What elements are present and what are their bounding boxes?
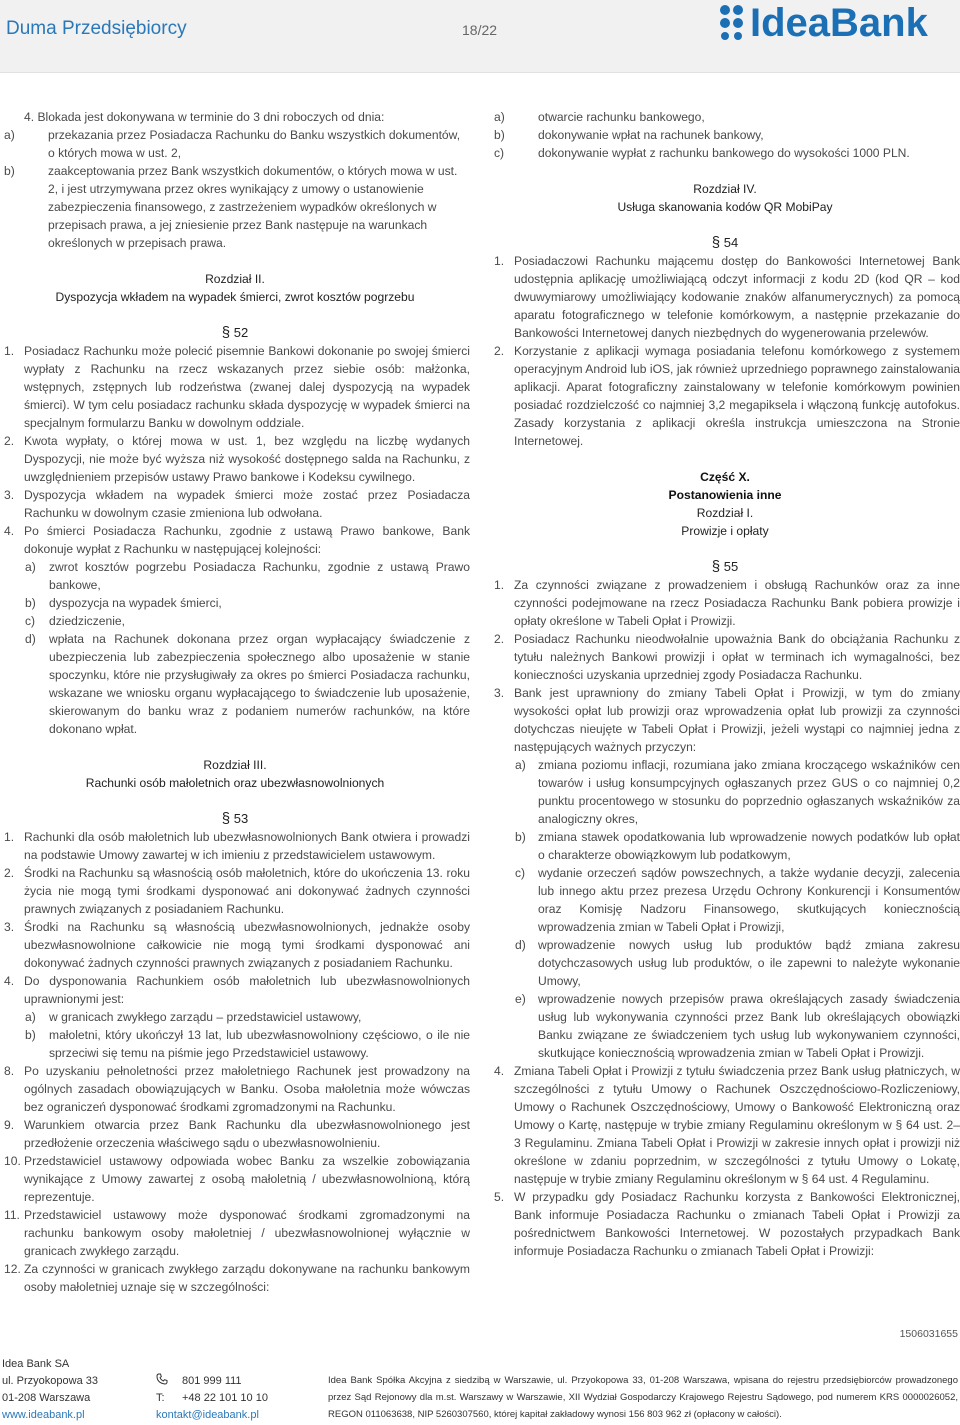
list-item: 5. W przypadku gdy Posiadacz Rachunku korzysta z Bankowości Elektronicznej, Bank informuje Posiadacza Rachunku o zmianach Tabeli Opłat i Prowizji za pośrednictwem Bankowości Internetowej. W pozostałych przypadkach Bank informuje Posiadacza Rachunku o zmianach Tabeli Opłat i Prowizji: [494, 1190, 960, 1258]
chapter-title: Rozdział II. [205, 272, 265, 286]
right-column [490, 108, 960, 1260]
logo-text: IdeaBank [750, 2, 928, 40]
list-item: 4. Zmiana Tabeli Opłat i Prowizji z tytułu świadczenia przez Bank usług płatniczych, w szczególności z tytułu Umowy o Rachunek Oszczędnościowo-Rozliczeniowy, Umowy o Rachunek Oszczędnościowy, Umowy o Bankowość Elektroniczną oraz Umowy o Kartę, następuje w trybie zmiany Regulaminu określonym w § 64 ust. 2–3 Regulaminu. Zmiana Tabeli Opłat i Prowizji w zakresie innych opłat i prowizji niż określone w zdaniu poprzednim, w szczególności z tytułu Umowy o Lokatę, następuje w trybie zmiany Regulaminu określonym w § 64 ust. 4 Regulaminu. [494, 1064, 960, 1186]
list-item: a) otwarcie rachunku bankowego, [494, 110, 705, 124]
paragraph-4-intro: 4. Blokada jest dokonywana w terminie do 3 dni roboczych od dnia: [24, 110, 385, 124]
street: ul. Przyokopowa 33 [2, 1375, 98, 1387]
city: 01-208 Warszawa [2, 1392, 91, 1404]
list-item: 3. Środki na Rachunku są własnością ubezwłasnowolnionych, jednakże osoby ubezwłasnowolnione całkowicie nie mogą tymi środkami dysponować ani dokonywać żadnych czynności prawnych związanych z posiadaniem Rachunku. [4, 920, 470, 970]
section-heading: § 55 [711, 558, 739, 575]
chapter-title: Rozdział I. [696, 506, 754, 520]
list-item: 1. Za czynności związane z prowadzeniem i obsługą Rachunków oraz za inne czynności podejmowane na rzecz Posiadacza Rachunku Bank pobiera prowizje i opłaty określone w Tabeli Opłat i Prowizji. [494, 578, 960, 628]
phone-line: 801 999 111 [156, 1373, 306, 1390]
list-item: 10. Przedstawiciel ustawowy odpowiada wobec Banku za wszelkie zobowiązania wynikające z Umowy zawartej z osobą małoletnią / ubezwłasnowolnioną, którą reprezentuje. [4, 1154, 470, 1204]
list-item: 4. Po śmierci Posiadacza Rachunku, zgodnie z ustawą Prawo bankowe, Bank dokonuje wypłat z Rachunku w następującej kolejności: [4, 524, 470, 556]
list-item: 12. Za czynności w granicach zwykłego zarządu dokonywane na rachunku bankowym osoby małoletniej uznaje się w szczególności: [4, 1262, 470, 1294]
list-item: b) zaakceptowania przez Bank wszystkich dokumentów, o których mowa w ust. 2, i jest utrzymywana przez okres wynikający z umowy o ustanowienie zabezpieczenia finansowego, z zastrzeżeniem wypadków określonych w przepisach prawa, a jej zniesienie przez Bank następuje na warunkach określonych w przepisach prawa. [4, 164, 458, 250]
list-item: 4. Do dysponowania Rachunkiem osób małoletnich lub ubezwłasnowolnionych uprawnionymi jest: [4, 974, 470, 1006]
phone-icon [156, 1373, 168, 1385]
footer-address [2, 1356, 142, 1424]
list-item: 1. Posiadacz Rachunku może polecić pisemnie Bankowi dokonanie po swojej śmierci wypłaty z Rachunku na rzecz wskazanych przez siebie osób: małżonka, wstępnych, zstępnych lub rodzeństwa (zwanej dalej dyspozycją na wypadek śmierci). W tym celu posiadacz rachunku składa dyspozycję w wypadek śmierci na specjalnym formularzu Banku w dowolnym oddziale. [4, 344, 470, 430]
footer-legal: Idea Bank Spółka Akcyjna z siedzibą w Warszawie, ul. Przyokopowa 33, 01-208 Warszawa, wpisana do rejestru przedsiębiorców prowadzonego przez Sąd Rejonowy dla m.st. Warszawy w Warszawie, XII Wydział Gospodarczy Krajowego Rejestru Sądowego, pod numerem KRS 0000026052, REGON 011063638, NIP 5260307560, której kapitał zakładowy wynosi 156 803 962 zł (opłacony w całości). [328, 1375, 958, 1420]
list-item: 2. Korzystanie z aplikacji wymaga posiadania telefonu komórkowego z systemem operacyjnym Android lub iOS, jak również uprzedniego poprawnego zainstalowania aplikacji. Aparat fotograficzny zainstalowany w telefonie komórkowym powinien posiadać rozdzielczość co najmniej 3,2 megapiksela i włączoną funkcję autofokus. Zasady korzystania z aplikacji określa instrukcja umieszczona na Stronie Internetowej. [494, 344, 960, 448]
document-title: Duma Przedsiębiorcy [6, 18, 187, 39]
list-item: d) wprowadzenie nowych usług lub produktów bądź zmiana zakresu dotychczasowych usług lub produktów, o ile zapewni to należyte wykonanie Umowy, [515, 938, 960, 988]
footer-contact [156, 1373, 306, 1424]
list-item: c) dziedziczenie, [25, 614, 125, 628]
list-item: 3. Bank jest uprawniony do zmiany Tabeli Opłat i Prowizji, w tym do zmiany wysokości opłat lub prowizji oraz wprowadzenia opłat lub prowizji za czynności dotychczas nieujęte w Tabeli Opłat i Prowizji, jeżeli wystąpi co najmniej jedna z następujących ważnych przyczyn: [494, 686, 960, 754]
idea-bank-logo [716, 2, 960, 40]
list-item: e) wprowadzenie nowych przepisów prawa określających zasady świadczenia usług lub wykonywania czynności przez Bank lub określających obowiązki Banku związane ze świadczeniem tych usług lub wykonywaniem czynności, skutkujące koniecznością wprowadzenia zmian w Tabeli Opłat i Prowizji. [515, 992, 960, 1060]
list-item: 8. Po uzyskaniu pełnoletności przez małoletniego Rachunek jest prowadzony na ogólnych zasadach obowiązujących w Banku. Osoba małoletnia może wówczas bez ograniczeń dysponować środkami zgromadzonymi na Rachunku. [4, 1064, 470, 1114]
email-link[interactable]: kontakt@ideabank.pl [156, 1409, 259, 1421]
section-heading: § 52 [221, 324, 249, 341]
list-item: 2. Środki na Rachunku są własnością osób małoletnich, które do ukończenia 13. roku życia nie mogą tymi środkami dysponować ani dokonywać żadnych czynności prawnych związanych z posiadaniem Rachunku. [4, 866, 470, 916]
list-item: b) zmiana stawek opodatkowania lub wprowadzenie nowych podatków lub opłat o charakterze obowiązkowym lub podatkowym, [515, 830, 960, 862]
left-column [0, 108, 470, 1296]
list-item: 9. Warunkiem otwarcia przez Bank Rachunku dla ubezwłasnowolnionego jest przedłożenie orzeczenia właściwego sądu o ubezwłasnowolnieniu. [4, 1118, 470, 1150]
list-item: 2. Posiadacz Rachunku nieodwołalnie upoważnia Bank do obciążania Rachunku z tytułu należnych Bankowi prowizji i opłat w terminach ich wymagalności, bez konieczności uzyskania uprzedniej zgody Posiadacza Rachunku. [494, 632, 960, 682]
list-item: a) zwrot kosztów pogrzebu Posiadacza Rachunku, zgodnie z ustawą Prawo bankowe, [25, 560, 470, 592]
page-number: 18/22 [462, 22, 498, 38]
list-item: b) dokonywanie wpłat na rachunek bankowy, [494, 128, 764, 142]
list-item: d) wpłata na Rachunek dokonana przez organ wypłacający świadczenie z ubezpieczenia lub zabezpieczenia społecznego albo uposażenie w stanie spoczynku, które nie przysługiwały za okres po śmierci Posiadacza rachunku, wskazane we wniosku organu wypłacającego to świadczenie lub uposażenie, skierowanym do banku wraz z podaniem numerów rachunków, na które dokonano wpłat. [25, 632, 470, 736]
website-link[interactable]: www.ideabank.pl [2, 1409, 85, 1421]
section-heading: § 54 [711, 234, 739, 251]
list-item: b) dyspozycja na wypadek śmierci, [25, 596, 222, 610]
list-item: 11. Przedstawiciel ustawowy może dysponować środkami zgromadzonymi na rachunku bankowym osoby małoletniej / ubezwłasnowolnionej wyłącznie w granicach zwykłego zarządu. [4, 1208, 470, 1258]
chapter-subtitle: Rachunki osób małoletnich oraz ubezwłasnowolnionych [85, 776, 385, 790]
list-item: c) wydanie orzeczeń sądów powszechnych, a także wydanie decyzji, zalecenia lub innego aktu przez prezesa Urzędu Ochrony Konkurencji i Konsumentów oraz Komisję Nadzoru Finansowego, skutkujących koniecznością wprowadzenia zmian w Tabeli Opłat i Prowizji, [515, 866, 960, 934]
tel-line: T: +48 22 101 10 10 [156, 1392, 268, 1404]
list-item: a) zmiana poziomu inflacji, rozumiana jako zmiana kroczącego wskaźników cen towarów i usług konsumpcyjnych ogłaszanych przez GUS o co najmniej 0,2 punktu procentowego w stosunku do poprzednio ogłaszanych wskaźników za analogiczny okres, [515, 758, 960, 826]
part-subtitle: Postanowienia inne [668, 488, 782, 502]
chapter-title: Rozdział IV. [693, 182, 757, 196]
list-item: b) małoletni, który ukończył 13 lat, lub ubezwłasnowolniony częściowo, o ile nie sprzeciwi się temu na piśmie jego Przedstawiciel ustawowy. [25, 1028, 470, 1060]
list-item: a) w granicach zwykłego zarządu – przedstawiciel ustawowy, [25, 1010, 362, 1024]
document-code: 1506031655 [899, 1328, 958, 1340]
list-item: a) przekazania przez Posiadacza Rachunku do Banku wszystkich dokumentów, o których mowa w ust. 2, [4, 128, 461, 160]
section-heading: § 53 [221, 810, 249, 827]
part-title: Część X. [700, 470, 750, 484]
list-item: c) dokonywanie wypłat z rachunku bankowego do wysokości 1000 PLN. [494, 146, 910, 160]
list-item: 3. Dyspozycja wkładem na wypadek śmierci może zostać przez Posiadacza Rachunku w dowolnym czasie zmieniona lub odwołana. [4, 488, 470, 520]
page-header [0, 0, 960, 73]
list-item: 1. Posiadaczowi Rachunku mającemu dostęp do Bankowości Internetowej Bank udostępnia aplikację umożliwiającą odczyt informacji z kodu 2D (kod QR – kod dwuwymiarowy umożliwiający kodowanie znaków alfanumerycznych) za pomocą aparatu fotograficznego w telefonie komórkowym, a następnie przekazanie do Bankowości Internetowej danych niezbędnych do wygenerowania przelewów. [494, 254, 960, 340]
list-item: 2. Kwota wypłaty, o której mowa w ust. 1, bez względu na liczbę wydanych Dyspozycji, nie może być wyższa niż wysokość dostępnego salda na Rachunku, z uwzględnieniem przepisów ustawy Prawo bankowe i Kodeksu cywilnego. [4, 434, 470, 484]
company-name: Idea Bank SA [2, 1358, 70, 1370]
chapter-subtitle: Usługa skanowania kodów QR MobiPay [617, 200, 833, 214]
chapter-title: Rozdział III. [203, 758, 267, 772]
list-item: 1. Rachunki dla osób małoletnich lub ubezwłasnowolnionych Bank otwiera i prowadzi na podstawie Umowy zawartej w ich imieniu z przedstawicielem ustawowym. [4, 830, 470, 862]
chapter-subtitle: Prowizje i opłaty [681, 524, 769, 538]
chapter-subtitle: Dyspozycja wkładem na wypadek śmierci, zwrot kosztów pogrzebu [55, 290, 415, 304]
